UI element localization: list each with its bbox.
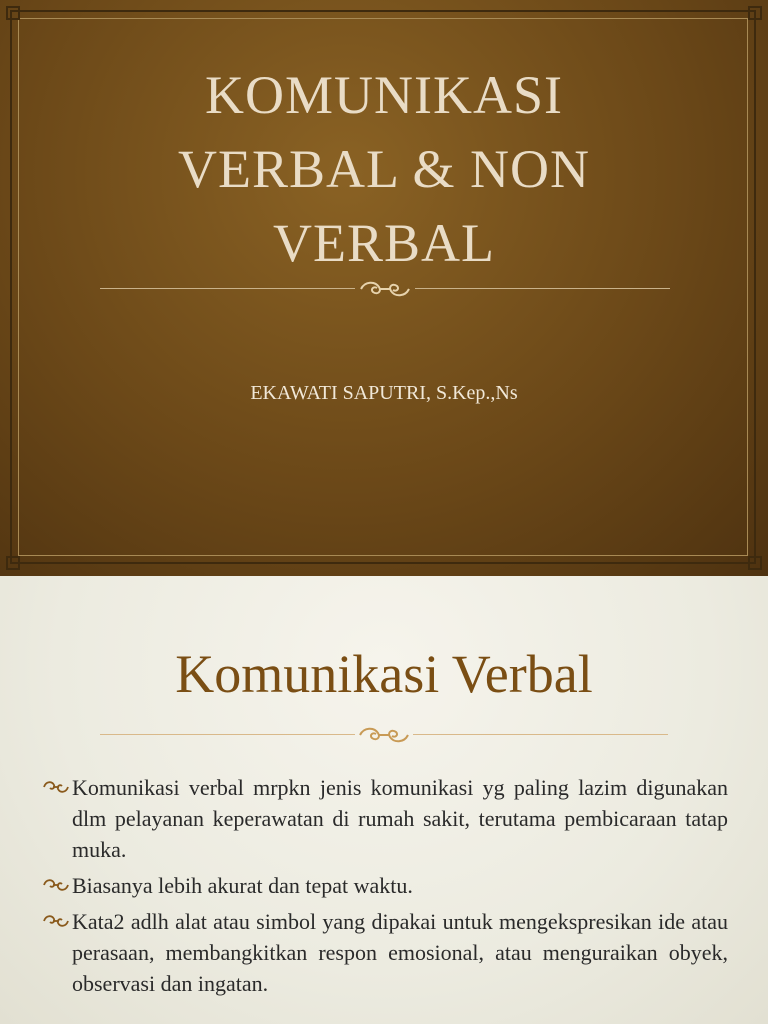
flourish-ornament-icon [357,278,413,300]
border-corner-ornament [748,556,762,570]
author-name: EKAWATI SAPUTRI, S.Kep.,Ns [250,382,518,404]
list-item [42,772,728,865]
title-divider [100,278,670,300]
bullet-list [42,772,728,1004]
border-corner-ornament [748,6,762,20]
scroll-bullet-icon [42,913,70,929]
slide-heading: Komunikasi Verbal [175,644,593,704]
slide-title-line: KOMUNIKASI [205,65,563,125]
border-corner-ornament [6,6,20,20]
divider-line-right [415,288,670,289]
list-item [42,906,728,999]
bullet-text: Kata2 adlh alat atau simbol yang dipakai untuk mengekspresikan ide atau perasaan, membangkitkan respon emosional, atau menguraikan obyek, observasi dan ingatan. [72,909,728,996]
heading-divider [100,724,668,746]
divider-line-left [100,734,355,735]
bullet-text: Biasanya lebih akurat dan tepat waktu. [72,873,413,898]
slide-title-line: VERBAL [273,213,495,273]
list-item [42,870,728,901]
slide-title [60,58,708,280]
scroll-bullet-icon [42,779,70,795]
border-corner-ornament [6,556,20,570]
slide-title-line: VERBAL & NON [178,139,590,199]
divider-line-right [413,734,668,735]
scroll-bullet-icon [42,877,70,893]
flourish-ornament-icon [356,724,412,746]
bullet-text: Komunikasi verbal mrpkn jenis komunikasi yg paling lazim digunakan dlm pelayanan keperawatan di rumah sakit, terutama pembicaraan tatap muka. [72,775,728,862]
content-slide [0,576,768,1024]
divider-line-left [100,288,355,289]
